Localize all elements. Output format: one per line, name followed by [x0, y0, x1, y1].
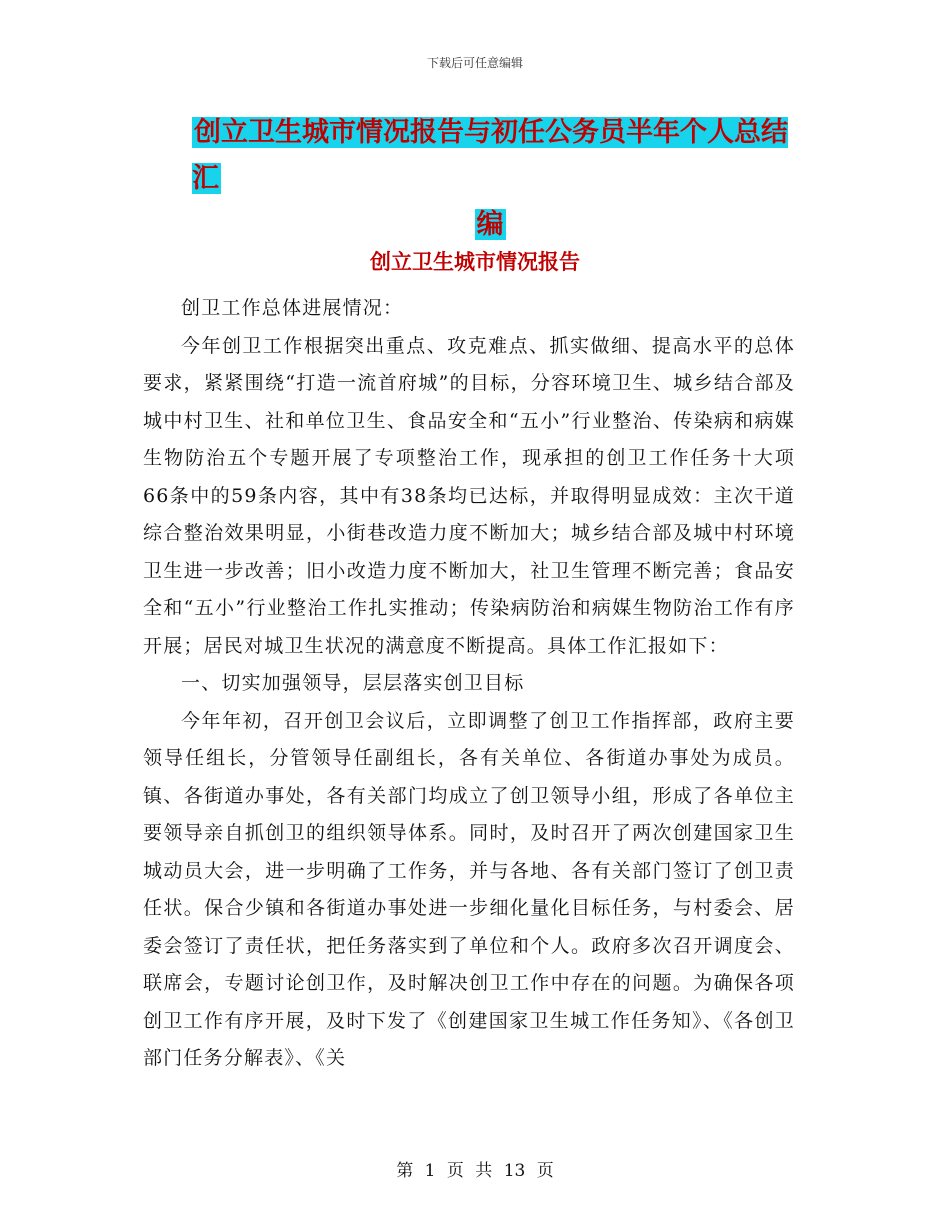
body-text	[143, 290, 795, 1078]
document-title-line2: 编	[476, 209, 504, 240]
page-footer: 第 1 页 共 13 页	[396, 1161, 554, 1181]
document-title-line1: 创立卫生城市情况报告与初任公务员半年个人总结汇	[192, 117, 788, 194]
section-title: 创立卫生城市情况报告	[370, 250, 580, 274]
paragraph-section-heading: 一、切实加强领导，层层落实创卫目标	[181, 672, 525, 694]
paragraph-leadership: 今年年初，召开创卫会议后，立即调整了创卫工作指挥部，政府主要领导任组长，分管领导任副组长，各有关单位、各街道办事处为成员。镇、各街道办事处，各有关部门均成立了创卫领导小组，形成了各单位主要领导亲自抓创卫的组织领导体系。同时，及时召开了两次创建国家卫生城动员大会，进一步明确了工作务，并与各地、各有关部门签订了创卫责任状。保合少镇和各街道办事处进一步细化量化目标任务，与村委会、居委会签订了责任状，把任务落实到了单位和个人。政府多次召开调度会、联席会，专题讨论创卫作，及时解决创卫工作中存在的问题。为确保各项创卫工作有序开展，及时下发了《创建国家卫生城工作任务知》、《各创卫部门任务分解表》、《关	[143, 709, 795, 1069]
paragraph-progress-heading: 创卫工作总体进展情况：	[181, 297, 404, 319]
document-title	[192, 110, 812, 248]
paragraph-overview: 今年创卫工作根据突出重点、攻克难点、抓实做细、提高水平的总体要求，紧紧围绕“打造一流首府城”的目标，分容环境卫生、城乡结合部及城中村卫生、社和单位卫生、食品安全和“五小”行业整治、传染病和病媒生物防治五个专题开展了专项整治工作，现承担的创卫工作任务十大项66条中的59条内容，其中有38条均已达标，并取得明显成效：主次干道综合整治效果明显，小街巷改造力度不断加大；城乡结合部及城中村环境卫生进一步改善；旧小改造力度不断加大，社卫生管理不断完善；食品安全和“五小”行业整治工作扎实推动；传染病防治和病媒生物防治工作有序开展；居民对城卫生状况的满意度不断提高。具体工作汇报如下：	[143, 334, 795, 657]
header-note: 下载后可任意编辑	[426, 56, 523, 70]
